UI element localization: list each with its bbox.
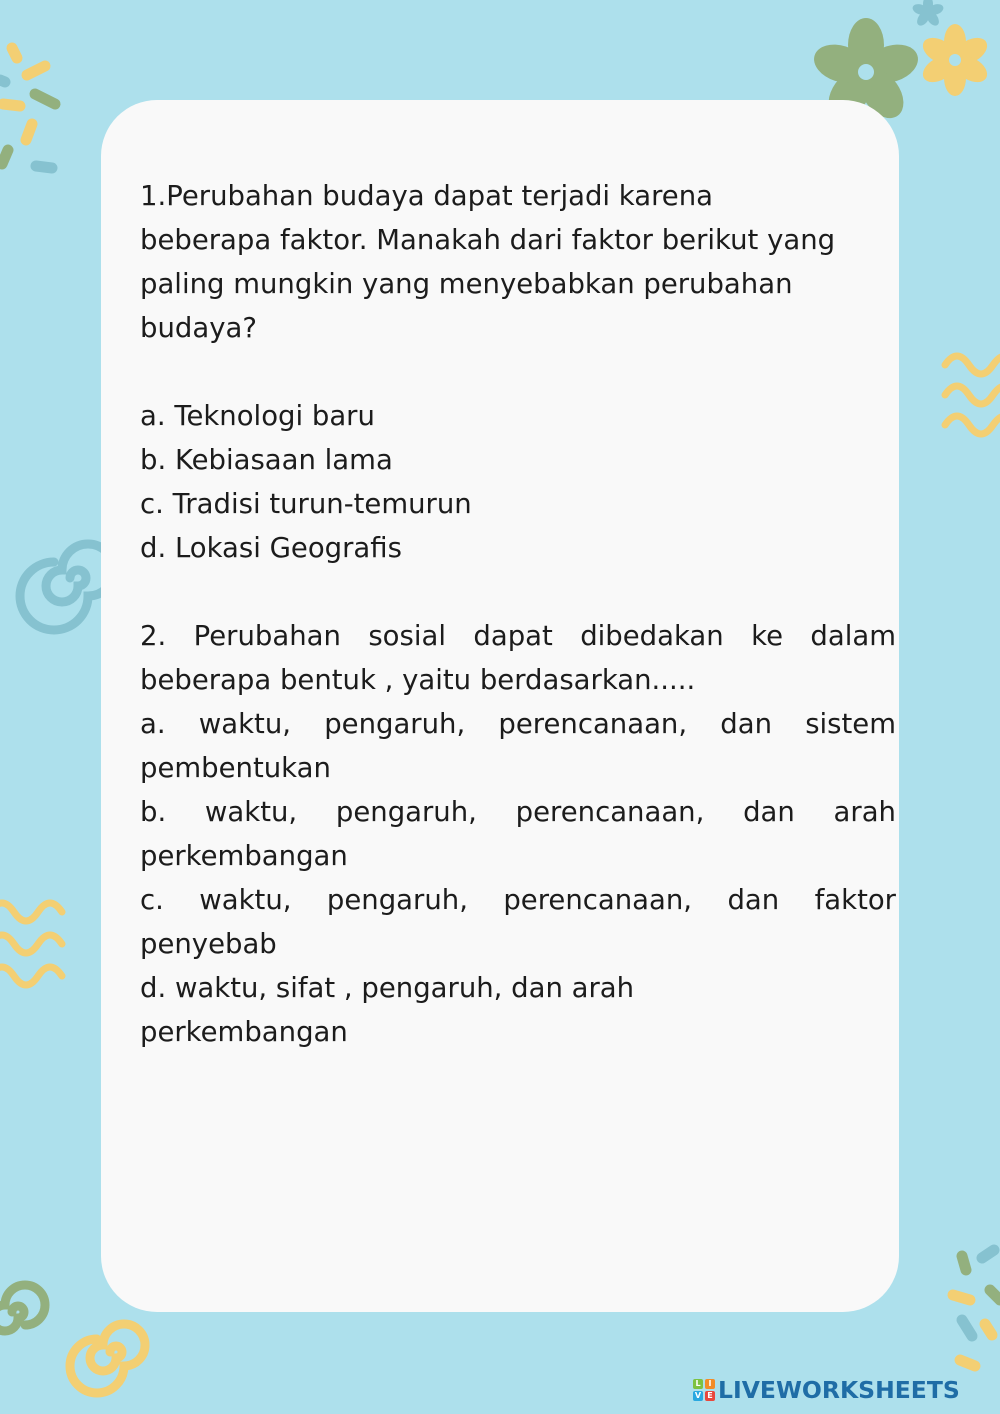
question-1-stem-line: budaya? <box>140 312 257 344</box>
question-1-option-b[interactable]: b. Kebiasaan lama <box>140 444 393 476</box>
liveworksheets-brand: LIVEWORKSHEETS <box>718 1376 960 1404</box>
question-2-option-d-line: perkembangan <box>140 1016 348 1048</box>
question-content <box>140 174 896 1054</box>
wave-icon <box>945 356 1000 434</box>
question-2 <box>140 614 896 1054</box>
spiral-icon <box>20 544 114 630</box>
question-1-stem-line: beberapa faktor. Manakah dari faktor berikut yang <box>140 224 836 256</box>
question-2-option-a[interactable]: a. waktu, pengaruh, perencanaan, dan sistem pembentukan <box>140 708 896 784</box>
question-2-stem: 2. Perubahan sosial dapat dibedakan ke dalam beberapa bentuk , yaitu berdasarkan..... <box>140 620 896 696</box>
question-1-stem-line: paling mungkin yang menyebabkan perubahan <box>140 268 793 300</box>
question-1-option-a[interactable]: a. Teknologi baru <box>140 400 375 432</box>
question-2-option-c[interactable]: c. waktu, pengaruh, perencanaan, dan faktor penyebab <box>140 884 896 960</box>
wave-icon <box>0 903 62 985</box>
top-left-dashes <box>0 48 55 168</box>
question-1-option-d[interactable]: d. Lokasi Geografis <box>140 532 402 564</box>
flower-icon <box>918 24 991 96</box>
question-1-stem-line: 1.Perubahan budaya dapat terjadi karena <box>140 180 713 212</box>
spiral-icon <box>0 1285 45 1331</box>
liveworksheets-logo-icon: L I V E <box>693 1379 715 1401</box>
bottom-right-dashes <box>953 1250 1000 1366</box>
spiral-icon <box>70 1324 145 1393</box>
liveworksheets-footer[interactable] <box>693 1373 960 1407</box>
spacer <box>140 350 896 394</box>
question-2-option-d-line: d. waktu, sifat , pengaruh, dan arah <box>140 972 635 1004</box>
question-1 <box>140 174 896 570</box>
question-2-option-b[interactable]: b. waktu, pengaruh, perencanaan, dan arah perkembangan <box>140 796 896 872</box>
spacer <box>140 570 896 614</box>
question-2-option-d[interactable] <box>140 966 896 1054</box>
question-1-option-c[interactable]: c. Tradisi turun-temurun <box>140 488 472 520</box>
flower-icon <box>911 0 945 28</box>
